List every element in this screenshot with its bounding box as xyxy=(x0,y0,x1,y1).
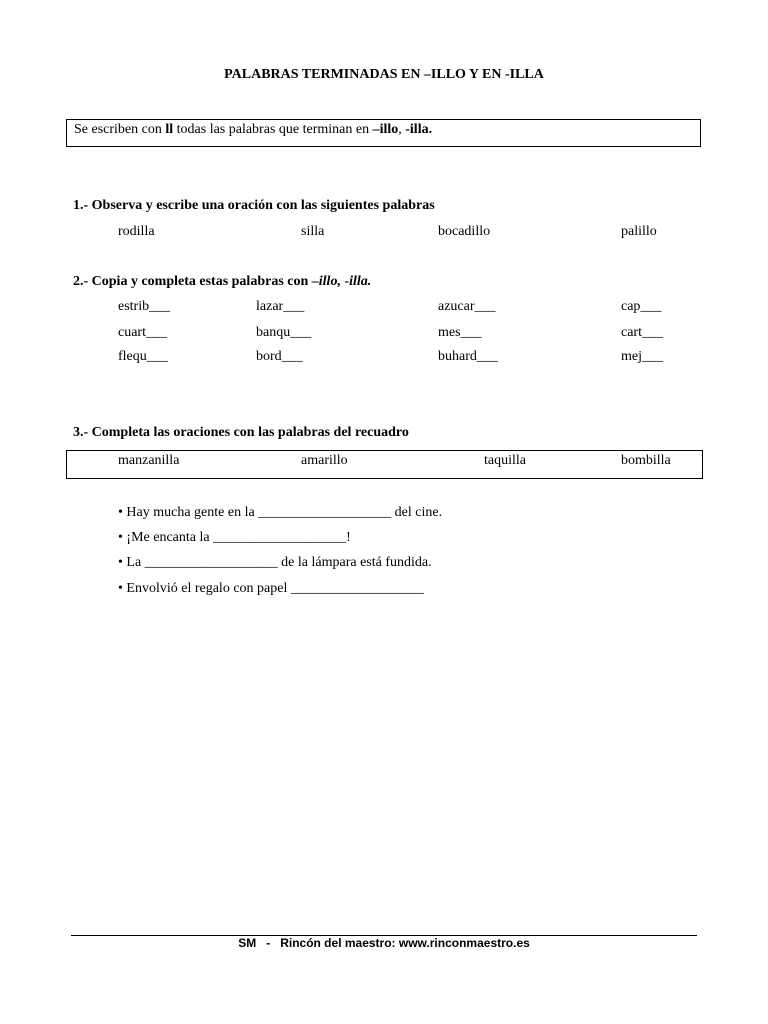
word-bank-item: bombilla xyxy=(621,453,671,468)
ex2-word: mej___ xyxy=(621,349,663,364)
ex2-word: banqu___ xyxy=(256,325,312,340)
ex2-word: cap___ xyxy=(621,299,662,314)
rule-text-pre: Se escriben con xyxy=(74,122,166,137)
exercise-3-heading: 3.- Completa las oraciones con las palabras del recuadro xyxy=(73,425,409,440)
ex2-word: flequ___ xyxy=(118,349,168,364)
exercise-2-heading xyxy=(73,274,371,290)
rule-box xyxy=(66,119,701,147)
ex1-word: palillo xyxy=(621,224,657,239)
fill-in-sentence: • Envolvió el regalo con papel ___________________ xyxy=(118,581,424,596)
ex2-word: azucar___ xyxy=(438,299,496,314)
rule-text-mid: todas las palabras que terminan en xyxy=(173,122,373,137)
ex2-word: bord___ xyxy=(256,349,303,364)
ex2-word: buhard___ xyxy=(438,349,498,364)
exercise-2-heading-text: 2.- Copia y completa estas palabras con xyxy=(73,274,312,289)
ex2-word: mes___ xyxy=(438,325,482,340)
fill-in-sentence: • ¡Me encanta la ___________________! xyxy=(118,530,351,545)
word-bank-item: manzanilla xyxy=(118,453,180,468)
rule-text-illo: –illo xyxy=(372,122,399,137)
rule-text-comma: , xyxy=(398,122,406,137)
ex1-word: silla xyxy=(301,224,325,239)
ex2-word: estrib___ xyxy=(118,299,171,314)
word-bank-item: taquilla xyxy=(484,453,526,468)
fill-in-sentence: • Hay mucha gente en la ___________________ del cine. xyxy=(118,505,443,520)
rule-text-ll: ll xyxy=(165,122,174,137)
ex2-word: cuart___ xyxy=(118,325,167,340)
ex1-word: bocadillo xyxy=(438,224,491,239)
rule-text-illa: -illa. xyxy=(405,122,433,137)
footer-text: SM - Rincón del maestro: www.rinconmaestro.es xyxy=(238,936,530,950)
exercise-2-heading-suffixes: –illo, -illa. xyxy=(311,274,372,289)
exercise-1-heading: 1.- Observa y escribe una oración con las siguientes palabras xyxy=(73,198,435,213)
ex1-word: rodilla xyxy=(118,224,155,239)
word-bank-item: amarillo xyxy=(301,453,348,468)
rule-text xyxy=(74,122,432,138)
ex2-word: lazar___ xyxy=(256,299,305,314)
ex2-word: cart___ xyxy=(621,325,663,340)
page-title: PALABRAS TERMINADAS EN –ILLO Y EN -ILLA xyxy=(224,67,544,82)
fill-in-sentence: • La ___________________ de la lámpara está fundida. xyxy=(118,555,432,570)
